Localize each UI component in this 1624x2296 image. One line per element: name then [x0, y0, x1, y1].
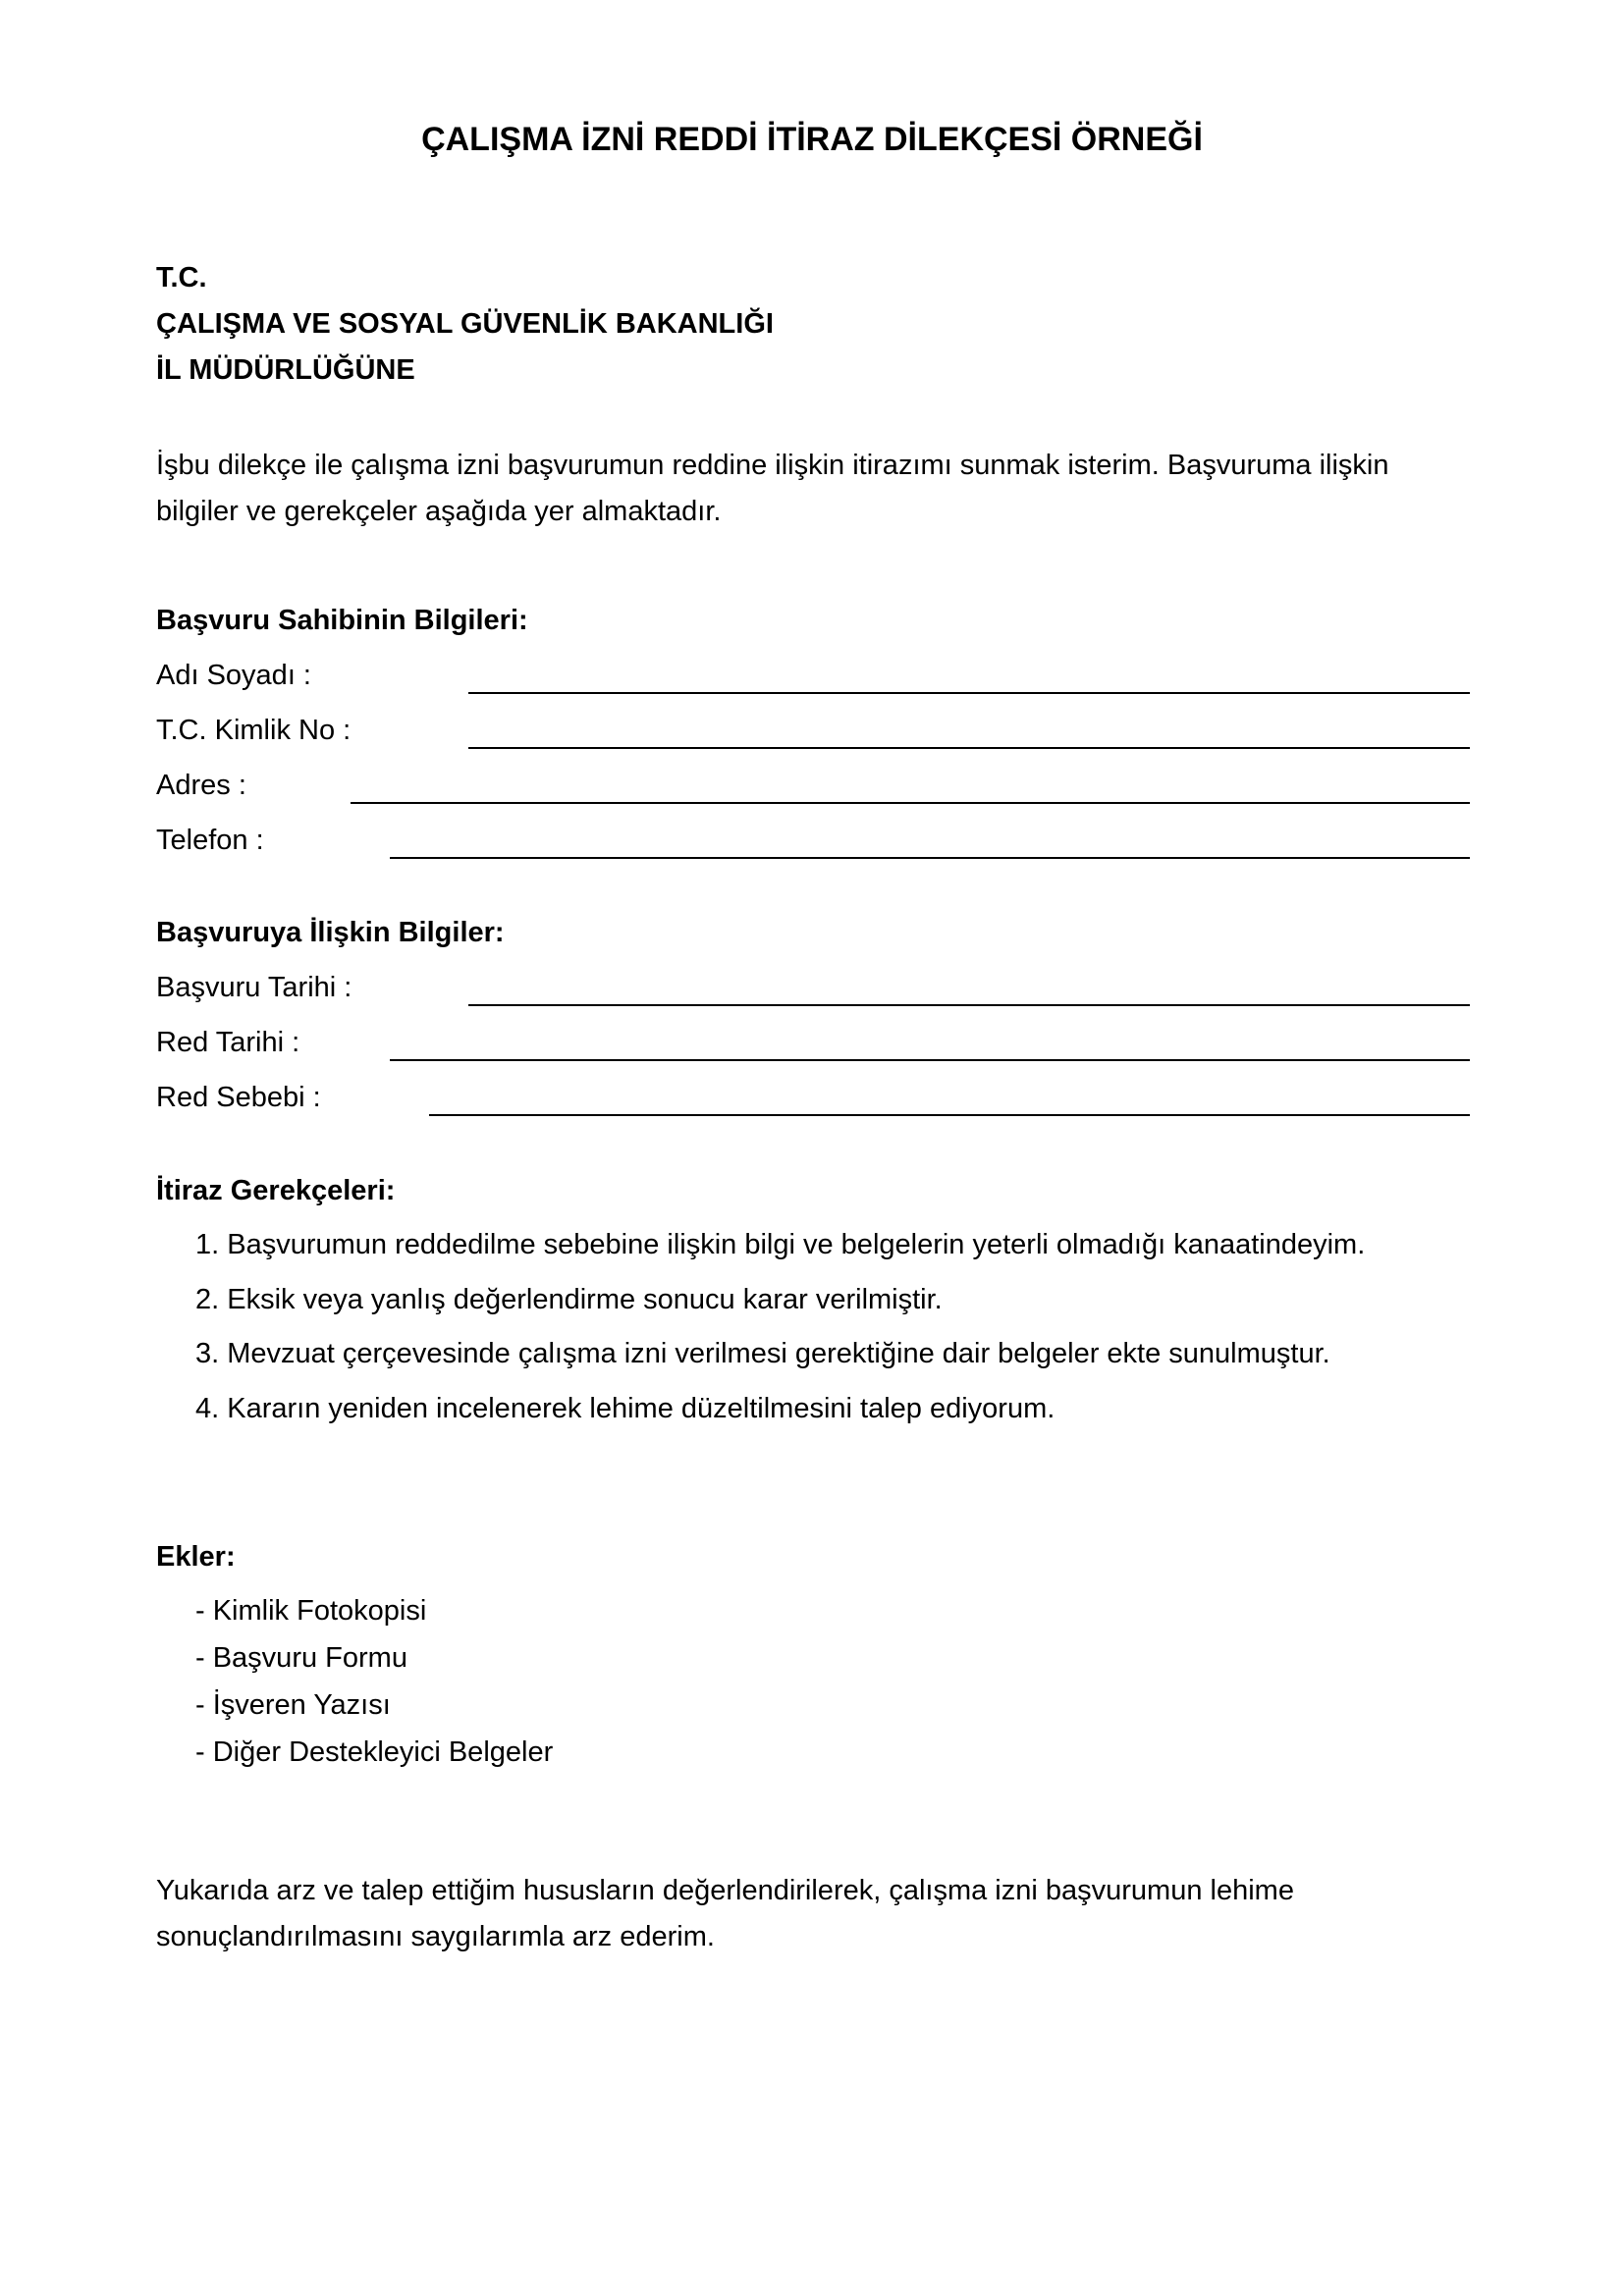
- application-date-label: Başvuru Tarihi :: [156, 972, 352, 1003]
- grounds-item-1: 1. Başvurumun reddedilme sebebine ilişkin bilgi ve belgelerin yeterli olmadığı kanaatindeyim.: [195, 1229, 1366, 1260]
- rejection-date-line[interactable]: [390, 1059, 1470, 1061]
- attachment-item-4: - Diğer Destekleyici Belgeler: [195, 1736, 554, 1768]
- application-heading: Başvuruya İlişkin Bilgiler:: [156, 917, 505, 948]
- grounds-item-4: 4. Kararın yeniden incelenerek lehime düzeltilmesini talep ediyorum.: [195, 1393, 1056, 1424]
- attachments-heading: Ekler:: [156, 1541, 236, 1573]
- grounds-item-2: 2. Eksik veya yanlış değerlendirme sonucu karar verilmiştir.: [195, 1284, 943, 1315]
- grounds-heading: İtiraz Gerekçeleri:: [156, 1175, 396, 1206]
- applicant-phone-label: Telefon :: [156, 825, 264, 856]
- addressee-line-3: İL MÜDÜRLÜĞÜNE: [156, 354, 415, 386]
- applicant-id-label: T.C. Kimlik No :: [156, 715, 352, 746]
- rejection-reason-label: Red Sebebi :: [156, 1082, 321, 1113]
- applicant-address-label: Adres :: [156, 770, 246, 801]
- application-date-line[interactable]: [468, 1004, 1470, 1006]
- addressee-line-1: T.C.: [156, 262, 207, 294]
- applicant-id-line[interactable]: [468, 747, 1470, 749]
- applicant-name-line[interactable]: [468, 692, 1470, 694]
- applicant-address-line[interactable]: [351, 802, 1470, 804]
- document-title: ÇALIŞMA İZNİ REDDİ İTİRAZ DİLEKÇESİ ÖRNEĞİ: [421, 121, 1203, 158]
- intro-line-2: bilgiler ve gerekçeler aşağıda yer almaktadır.: [156, 496, 722, 527]
- rejection-reason-line[interactable]: [429, 1114, 1470, 1116]
- intro-line-1: İşbu dilekçe ile çalışma izni başvurumun reddine ilişkin itirazımı sunmak isterim. Başvuruma ilişkin: [156, 450, 1389, 481]
- addressee-line-2: ÇALIŞMA VE SOSYAL GÜVENLİK BAKANLIĞI: [156, 308, 774, 340]
- closing-line-1: Yukarıda arz ve talep ettiğim hususların değerlendirilerek, çalışma izni başvurumun lehime: [156, 1875, 1294, 1906]
- attachment-item-1: - Kimlik Fotokopisi: [195, 1595, 427, 1627]
- applicant-name-label: Adı Soyadı :: [156, 660, 311, 691]
- applicant-heading: Başvuru Sahibinin Bilgileri:: [156, 605, 528, 636]
- rejection-date-label: Red Tarihi :: [156, 1027, 300, 1058]
- applicant-phone-line[interactable]: [390, 857, 1470, 859]
- grounds-item-3: 3. Mevzuat çerçevesinde çalışma izni verilmesi gerektiğine dair belgeler ekte sunulmuştur.: [195, 1338, 1330, 1369]
- attachment-item-2: - Başvuru Formu: [195, 1642, 407, 1674]
- closing-line-2: sonuçlandırılmasını saygılarımla arz ederim.: [156, 1921, 715, 1952]
- attachment-item-3: - İşveren Yazısı: [195, 1689, 391, 1721]
